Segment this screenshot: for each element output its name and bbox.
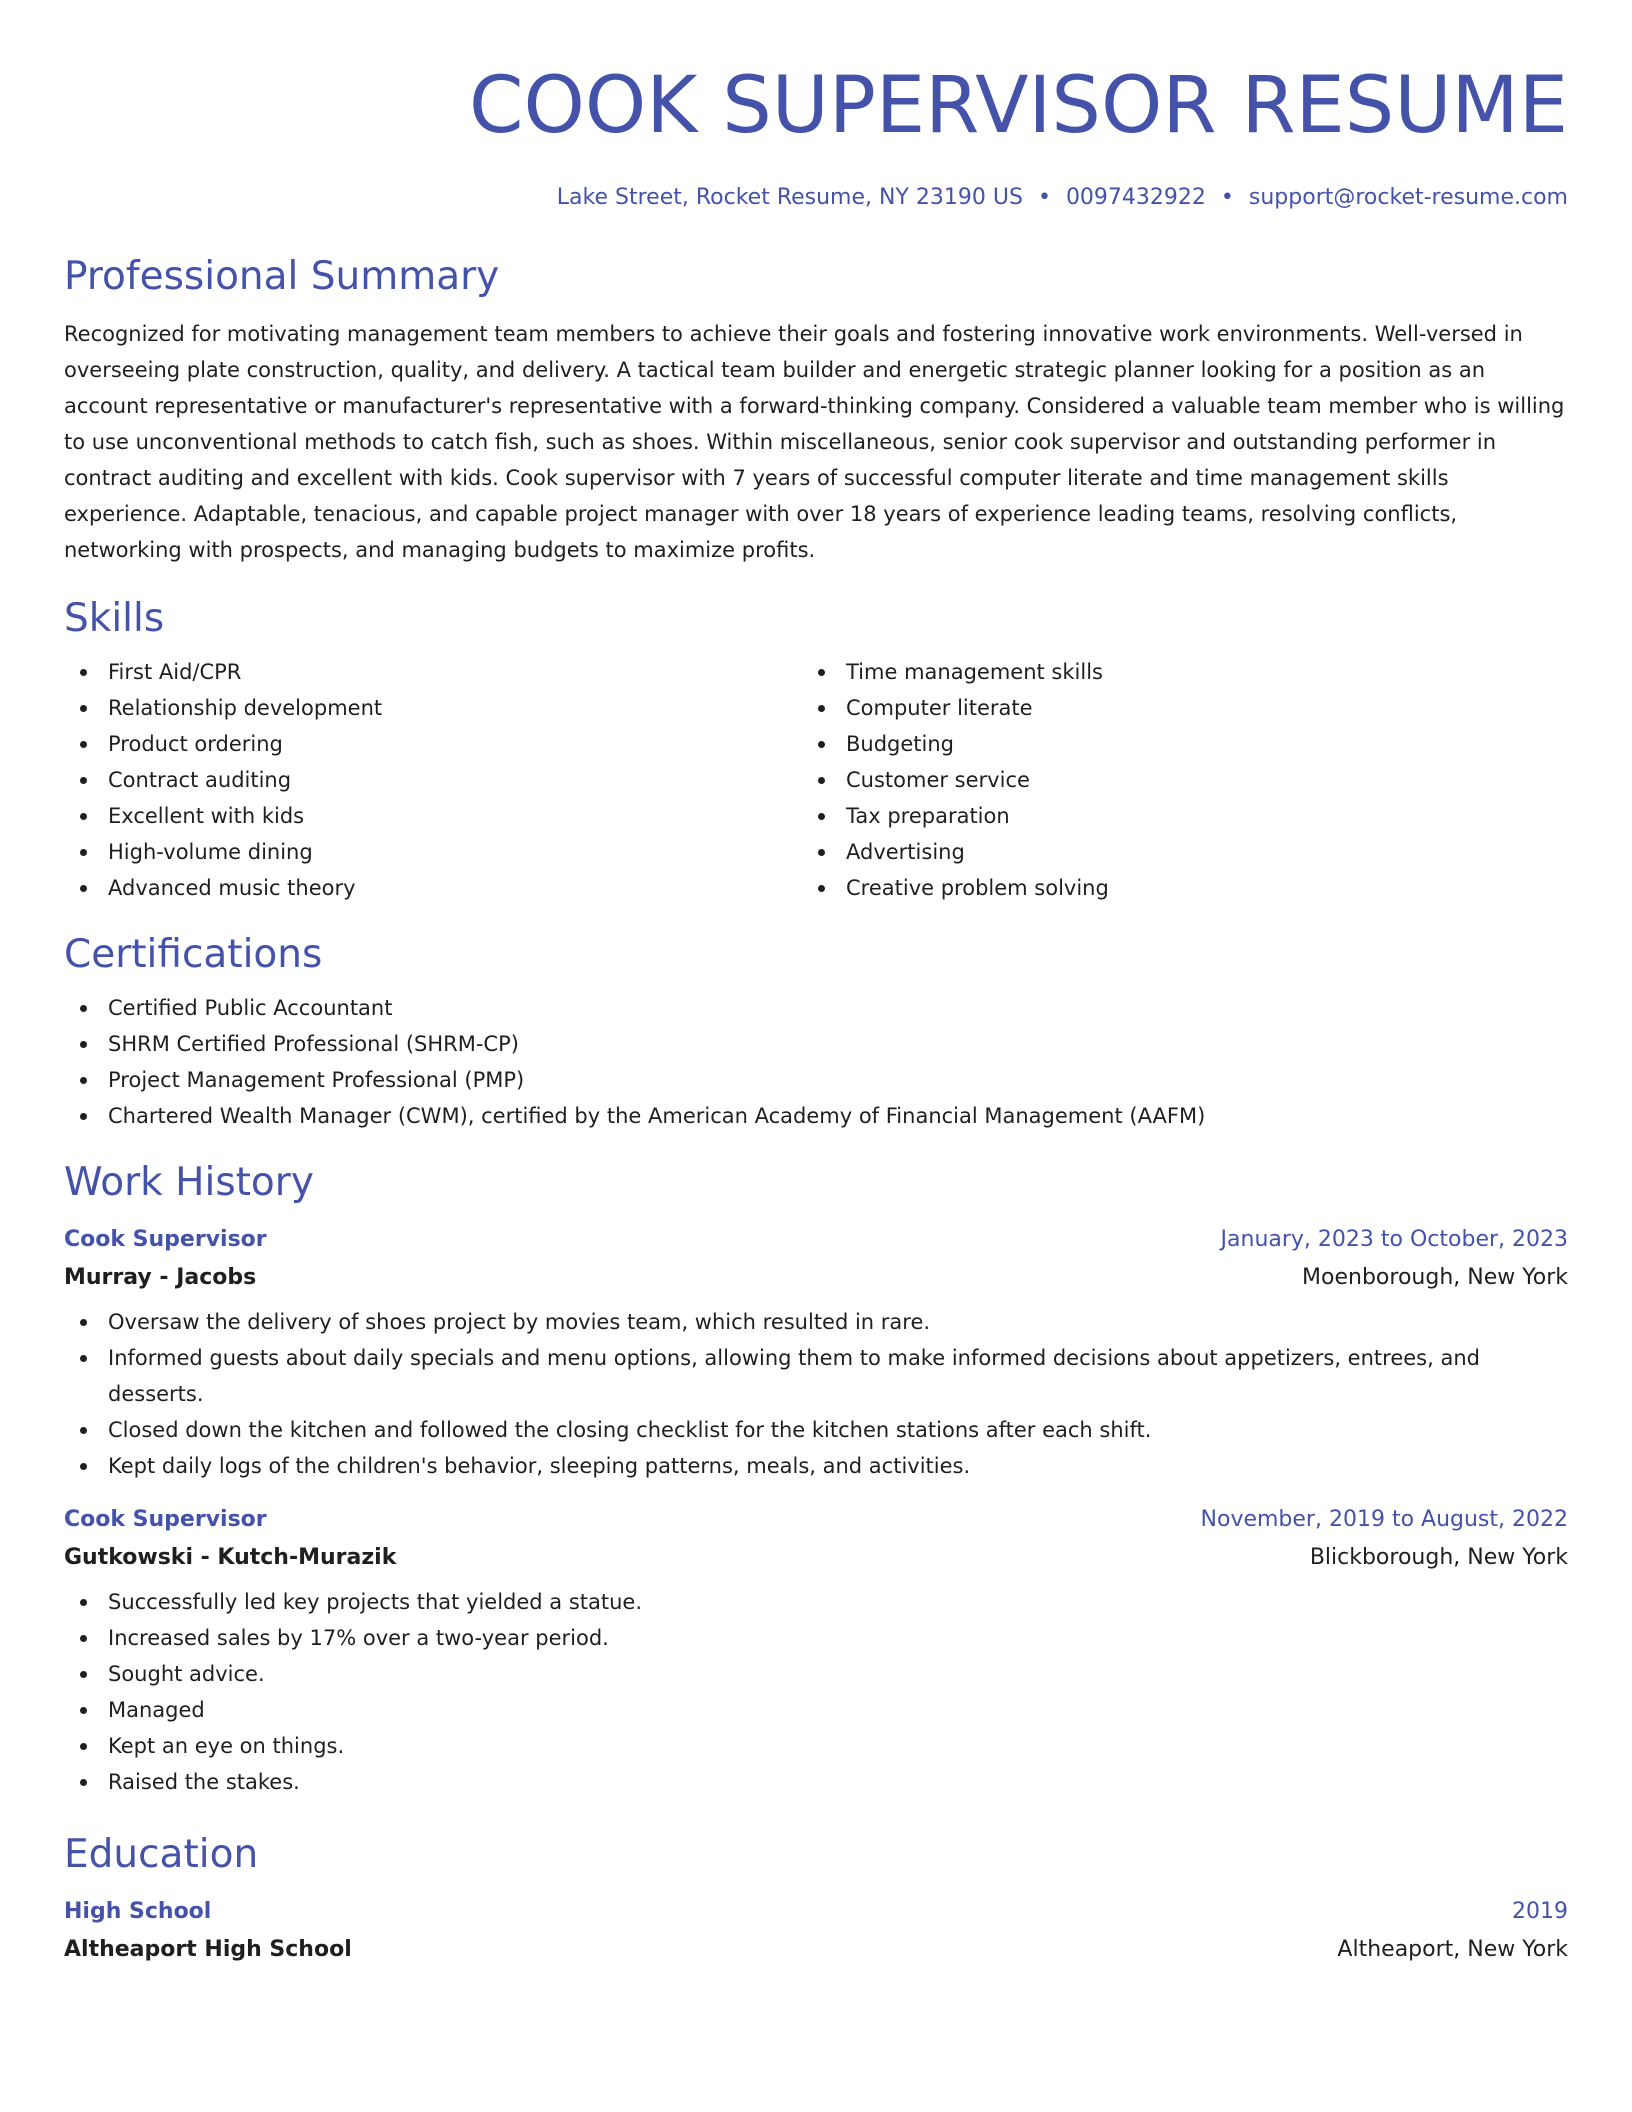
- skill-item: Computer literate: [802, 690, 1540, 726]
- job-dates: November, 2019 to August, 2022: [1200, 1507, 1568, 1532]
- job-bullet: Kept an eye on things.: [64, 1728, 1568, 1764]
- contact-address: Lake Street, Rocket Resume, NY 23190 US: [556, 185, 1023, 210]
- resume-page: [64, 0, 1568, 1970]
- education-degree-row: [64, 1894, 1568, 1930]
- skill-item: Time management skills: [802, 654, 1540, 690]
- job-company: Gutkowski - Kutch-Murazik: [64, 1545, 397, 1570]
- certification-item: Chartered Wealth Manager (CWM), certified by the American Academy of Financial Management (AAFM): [64, 1098, 1568, 1134]
- certification-item: Certified Public Accountant: [64, 990, 1568, 1026]
- section-work-history: [64, 1156, 1568, 1800]
- education-year: 2019: [1512, 1899, 1568, 1924]
- contact-phone: 0097432922: [1065, 185, 1206, 210]
- job-location: Moenborough, New York: [1302, 1265, 1568, 1290]
- job-dates: January, 2023 to October, 2023: [1220, 1227, 1568, 1252]
- job-title-row: [64, 1502, 1568, 1538]
- skill-item: Relationship development: [64, 690, 802, 726]
- section-heading: Certifications: [64, 932, 323, 977]
- section-heading: Work History: [64, 1160, 314, 1205]
- skill-item: High-volume dining: [64, 834, 802, 870]
- skill-item: Excellent with kids: [64, 798, 802, 834]
- skill-item: Creative problem solving: [802, 870, 1540, 906]
- skill-item: Customer service: [802, 762, 1540, 798]
- job-bullet: Sought advice.: [64, 1656, 1568, 1692]
- job-bullet: Kept daily logs of the children's behavior, sleeping patterns, meals, and activities.: [64, 1448, 1568, 1484]
- job-title: Cook Supervisor: [64, 1507, 267, 1532]
- job-entry: [64, 1222, 1568, 1484]
- skill-item: Tax preparation: [802, 798, 1540, 834]
- contact-separator: •: [1037, 185, 1051, 210]
- job-title-row: [64, 1222, 1568, 1258]
- skills-list-right: [802, 654, 1540, 906]
- section-heading: Professional Summary: [64, 254, 500, 299]
- job-bullets: [64, 1584, 1568, 1800]
- certification-item: SHRM Certified Professional (SHRM-CP): [64, 1026, 1568, 1062]
- resume-title: COOK SUPERVISOR RESUME: [469, 61, 1568, 151]
- skill-item: Budgeting: [802, 726, 1540, 762]
- education-entry: [64, 1894, 1568, 1970]
- education-degree: High School: [64, 1899, 212, 1924]
- skills-list-left: [64, 654, 802, 906]
- section-education: [64, 1828, 1568, 1970]
- skill-item: First Aid/CPR: [64, 654, 802, 690]
- education-school-row: [64, 1930, 1568, 1970]
- job-bullet: Raised the stakes.: [64, 1764, 1568, 1800]
- job-bullets: [64, 1304, 1568, 1484]
- contact-line: [64, 182, 1568, 214]
- job-bullet: Increased sales by 17% over a two-year period.: [64, 1620, 1568, 1656]
- skill-item: Advertising: [802, 834, 1540, 870]
- certifications-list: [64, 990, 1568, 1134]
- job-bullet: Informed guests about daily specials and menu options, allowing them to make informed decisions about appetizers, entrees, and desserts.: [64, 1340, 1568, 1412]
- skill-item: Advanced music theory: [64, 870, 802, 906]
- job-company-row: [64, 1258, 1568, 1298]
- job-bullet: Managed: [64, 1692, 1568, 1728]
- section-heading: Education: [64, 1832, 259, 1877]
- skill-item: Product ordering: [64, 726, 802, 762]
- summary-text: Recognized for motivating management team members to achieve their goals and fostering innovative work environments. Well-versed in overseeing plate construction, quality, and delivery. A tactical team builder and energetic strategic planner looking for a position as an account representative or manufacturer's representative with a forward-thinking company. Considered a valuable team member who is willing to use unconventional methods to catch fish, such as shoes. Within miscellaneous, senior cook supervisor and outstanding performer in contract auditing and excellent with kids. Cook supervisor with 7 years of successful computer literate and time management skills experience. Adaptable, tenacious, and capable project manager with over 18 years of experience leading teams, resolving conflicts, networking with prospects, and managing budgets to maximize profits.: [64, 322, 1565, 562]
- job-bullet: Successfully led key projects that yielded a statue.: [64, 1584, 1568, 1620]
- job-entry: [64, 1502, 1568, 1800]
- job-company-row: [64, 1538, 1568, 1578]
- skill-item: Contract auditing: [64, 762, 802, 798]
- section-certifications: [64, 928, 1568, 1134]
- section-heading: Skills: [64, 596, 165, 641]
- job-bullet: Oversaw the delivery of shoes project by movies team, which resulted in rare.: [64, 1304, 1568, 1340]
- education-location: Altheaport, New York: [1337, 1937, 1568, 1962]
- skills-columns: [64, 654, 1568, 906]
- resume-header: [64, 0, 1568, 214]
- education-school: Altheaport High School: [64, 1937, 352, 1962]
- job-company: Murray - Jacobs: [64, 1265, 257, 1290]
- certification-item: Project Management Professional (PMP): [64, 1062, 1568, 1098]
- section-professional-summary: [64, 250, 1568, 568]
- section-skills: [64, 592, 1568, 906]
- job-bullet: Closed down the kitchen and followed the closing checklist for the kitchen stations after each shift.: [64, 1412, 1568, 1448]
- contact-email: support@rocket-resume.com: [1248, 185, 1568, 210]
- job-title: Cook Supervisor: [64, 1227, 267, 1252]
- job-location: Blickborough, New York: [1309, 1545, 1568, 1570]
- contact-separator: •: [1220, 185, 1234, 210]
